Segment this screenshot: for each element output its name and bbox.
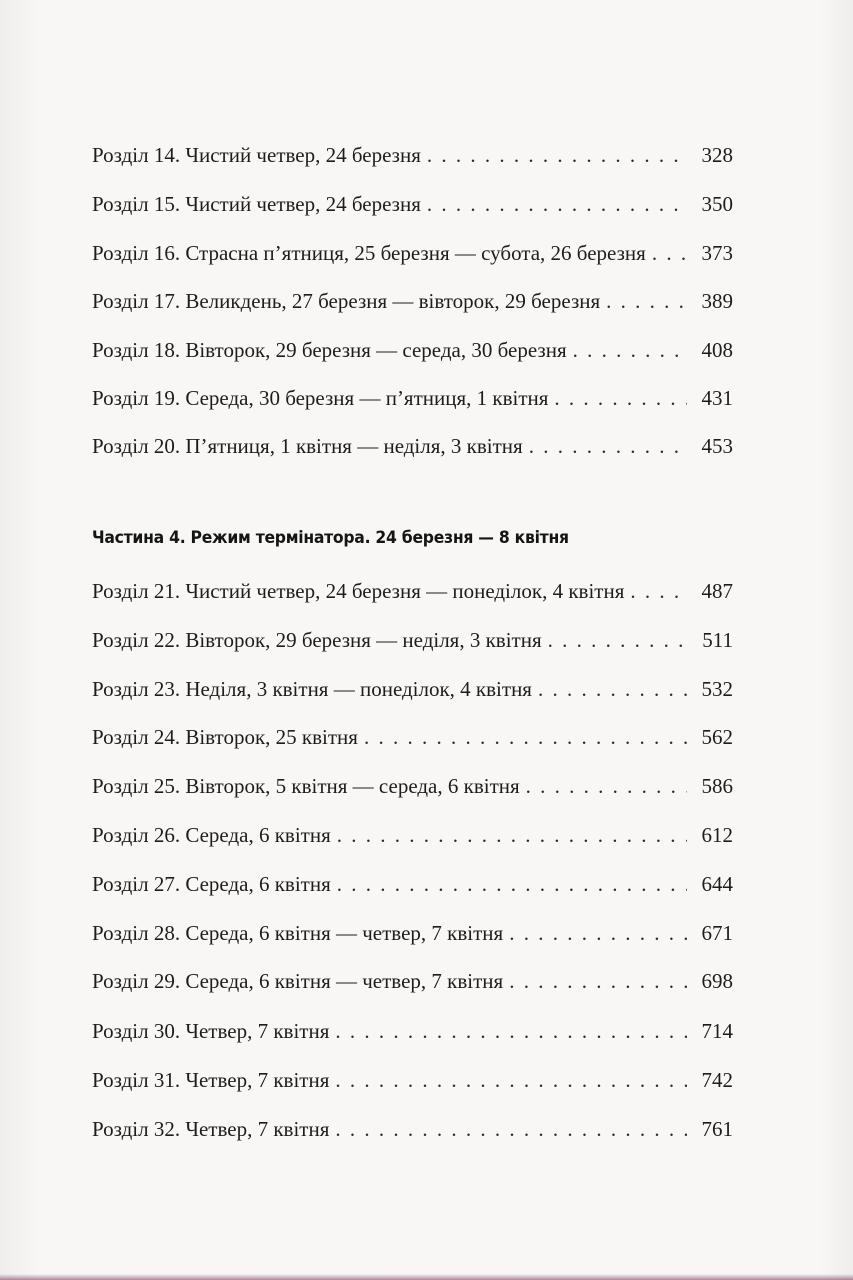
toc-entry-30	[92, 1014, 733, 1048]
toc-entry-title: Розділ 22. Вівторок, 29 березня — неділя, 3 квітня	[92, 628, 542, 652]
toc-entry-22	[92, 623, 733, 657]
toc-entry-29	[92, 964, 733, 998]
toc-entry-title: Розділ 23. Неділя, 3 квітня — понеділок, 4 квітня	[92, 677, 532, 701]
toc-entry-page: 532	[701, 677, 733, 701]
toc-leader-dots	[509, 964, 687, 998]
toc-entry-title: Розділ 26. Середа, 6 квітня	[92, 823, 331, 847]
toc-leader-dots	[427, 187, 687, 221]
toc-leader-dots	[554, 381, 687, 415]
toc-entry-page: 389	[701, 289, 733, 313]
toc-entry-20	[92, 429, 733, 463]
toc-leader-dots	[529, 429, 687, 463]
toc-entry-title: Розділ 18. Вівторок, 29 березня — середа, 30 березня	[92, 338, 567, 362]
toc-leader-dots	[509, 916, 687, 950]
page-bottom-edge	[0, 1274, 853, 1280]
toc-entry-title: Розділ 19. Середа, 30 березня — п’ятниця, 1 квітня	[92, 386, 549, 410]
toc-entry-title: Розділ 21. Чистий четвер, 24 березня — понеділок, 4 квітня	[92, 579, 625, 603]
toc-entry-21	[92, 574, 733, 608]
toc-entry-page: 511	[702, 628, 733, 652]
toc-leader-dots	[652, 236, 687, 270]
toc-entry-page: 350	[701, 192, 733, 216]
toc-leader-dots	[548, 623, 687, 657]
toc-entry-page: 671	[701, 921, 733, 945]
toc-entry-title: Розділ 29. Середа, 6 квітня — четвер, 7 квітня	[92, 969, 504, 993]
toc-entry-page: 714	[701, 1019, 733, 1043]
toc-entry-page: 761	[701, 1117, 733, 1141]
toc-entry-title: Розділ 24. Вівторок, 25 квітня	[92, 725, 358, 749]
toc-leader-dots	[606, 284, 687, 318]
toc-entry-32	[92, 1112, 733, 1146]
toc-leader-dots	[526, 769, 687, 803]
toc-leader-dots	[427, 138, 687, 172]
toc-entry-title: Розділ 32. Четвер, 7 квітня	[92, 1117, 330, 1141]
toc-entry-16	[92, 236, 733, 270]
toc-entry-title: Розділ 14. Чистий четвер, 24 березня	[92, 143, 421, 167]
toc-entry-page: 487	[701, 579, 733, 603]
toc-entry-page: 562	[701, 725, 733, 749]
toc-leader-dots	[335, 1014, 687, 1048]
toc-entry-18	[92, 333, 733, 367]
toc-entry-page: 408	[701, 338, 733, 362]
toc-entry-23	[92, 672, 733, 706]
toc-entry-19	[92, 381, 733, 415]
toc-entry-31	[92, 1063, 733, 1097]
toc-leader-dots	[337, 818, 687, 852]
toc-leader-dots	[573, 333, 687, 367]
toc-entry-27	[92, 867, 733, 901]
toc-entry-title: Розділ 28. Середа, 6 квітня — четвер, 7 квітня	[92, 921, 504, 945]
toc-entry-28	[92, 916, 733, 950]
toc-entry-title: Розділ 17. Великдень, 27 березня — вівторок, 29 березня	[92, 289, 601, 313]
toc-entry-page: 328	[701, 143, 733, 167]
toc-entry-page: 431	[701, 386, 733, 410]
toc-entry-26	[92, 818, 733, 852]
toc-entry-24	[92, 720, 733, 754]
toc-entry-title: Розділ 15. Чистий четвер, 24 березня	[92, 192, 421, 216]
toc-entry-title: Розділ 31. Четвер, 7 квітня	[92, 1068, 330, 1092]
toc-entry-14	[92, 138, 733, 172]
toc-leader-dots	[335, 1112, 687, 1146]
toc-entry-page: 373	[701, 241, 733, 265]
toc-entry-title: Розділ 27. Середа, 6 квітня	[92, 872, 331, 896]
toc-leader-dots	[538, 672, 687, 706]
toc-entry-15	[92, 187, 733, 221]
toc-entry-title: Розділ 16. Страсна п’ятниця, 25 березня — субота, 26 березня	[92, 241, 646, 265]
toc-entry-page: 742	[701, 1068, 733, 1092]
toc-entry-page: 612	[701, 823, 733, 847]
toc-leader-dots	[364, 720, 687, 754]
toc-entry-page: 586	[701, 774, 733, 798]
toc-leader-dots	[630, 574, 687, 608]
toc-entry-title: Розділ 20. П’ятниця, 1 квітня — неділя, 3 квітня	[92, 434, 523, 458]
part-heading: Частина 4. Режим термінатора. 24 березня — 8 квітня	[92, 528, 569, 548]
toc-entry-page: 453	[701, 434, 733, 458]
toc-entry-title: Розділ 25. Вівторок, 5 квітня — середа, 6 квітня	[92, 774, 520, 798]
toc-entry-page: 698	[701, 969, 733, 993]
toc-entry-title: Розділ 30. Четвер, 7 квітня	[92, 1019, 330, 1043]
toc-entry-page: 644	[701, 872, 733, 896]
toc-entry-17	[92, 284, 733, 318]
toc-entry-25	[92, 769, 733, 803]
toc-leader-dots	[337, 867, 687, 901]
toc-leader-dots	[335, 1063, 687, 1097]
